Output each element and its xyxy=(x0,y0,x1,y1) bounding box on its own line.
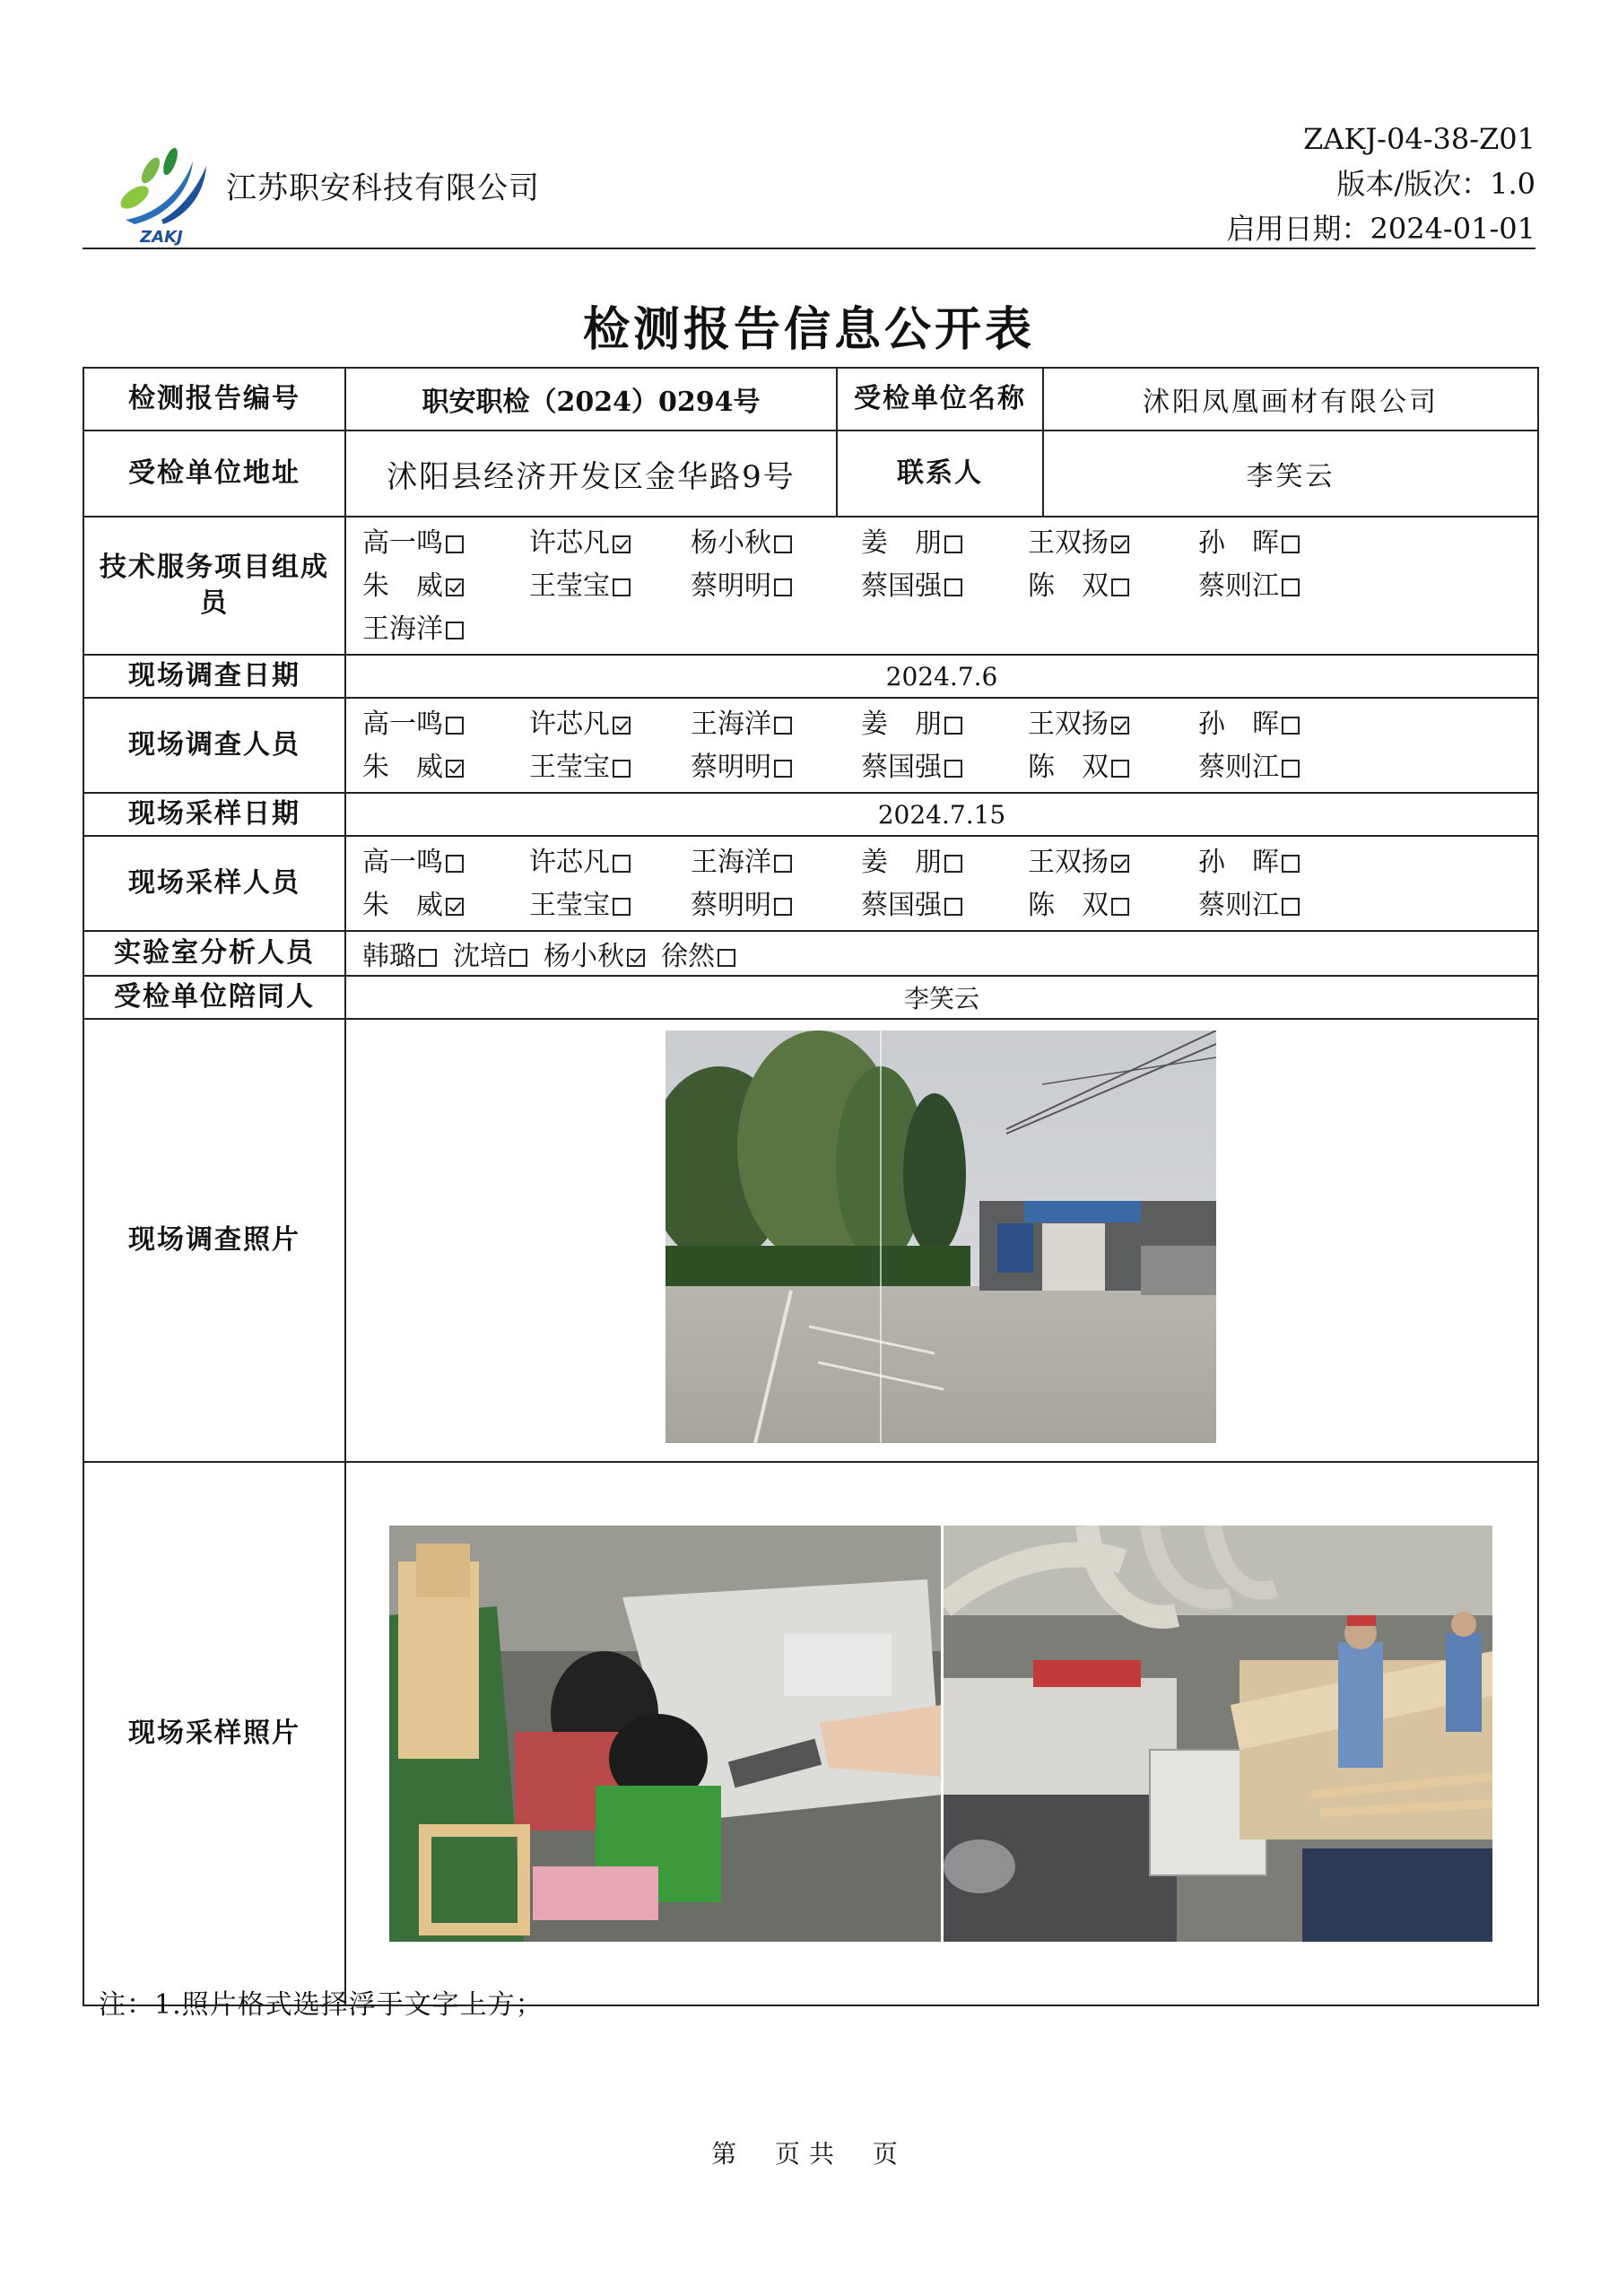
person-item xyxy=(691,523,861,564)
person-item xyxy=(1028,566,1198,607)
unit-name: 沭阳凤凰画材有限公司 xyxy=(1043,368,1538,430)
checked-box-icon[interactable] xyxy=(1111,855,1129,873)
lab-label: 实验室分析人员 xyxy=(83,931,345,976)
person-name: 蔡则江 xyxy=(1198,890,1279,921)
person-name: 杨小秋 xyxy=(544,941,624,972)
person-name: 蔡明明 xyxy=(691,570,771,602)
person-name: 朱 威 xyxy=(362,570,443,602)
sampling-date: 2024.7.15 xyxy=(345,793,1538,836)
sampling-photo-right xyxy=(944,1526,1492,1942)
checked-box-icon[interactable] xyxy=(1111,717,1129,735)
checkbox-icon[interactable] xyxy=(509,949,527,967)
footnote: 注：1.照片格式选择浮于文字上方； xyxy=(99,1989,544,2021)
person-name: 蔡国强 xyxy=(861,890,942,921)
person-name: 陈 双 xyxy=(1028,752,1109,783)
person-item xyxy=(691,885,861,926)
person-name: 高一鸣 xyxy=(362,709,443,740)
doc-code: ZAKJ-04-38-Z01 xyxy=(1303,122,1535,156)
person-item xyxy=(1198,523,1342,564)
person-name: 朱 威 xyxy=(362,890,443,921)
sampling-photo-left xyxy=(389,1526,942,1942)
checked-box-icon[interactable] xyxy=(446,578,464,596)
person-item xyxy=(529,842,691,883)
person-name: 蔡国强 xyxy=(861,570,942,602)
checked-box-icon[interactable] xyxy=(613,535,631,553)
person-item xyxy=(362,885,529,926)
person-name: 姜 朋 xyxy=(861,527,942,559)
document-meta xyxy=(1226,117,1535,251)
checkbox-icon[interactable] xyxy=(446,855,464,873)
header-divider xyxy=(83,248,1535,249)
person-item xyxy=(1198,566,1342,607)
checkbox-icon[interactable] xyxy=(446,535,464,553)
person-item xyxy=(362,609,529,650)
page-footer: 第 页共 页 xyxy=(711,2139,907,2169)
person-name: 王双扬 xyxy=(1028,709,1109,740)
checkbox-icon[interactable] xyxy=(1282,760,1300,778)
person-item xyxy=(861,885,1028,926)
person-item xyxy=(1198,842,1342,883)
sampling-date-label: 现场采样日期 xyxy=(83,793,345,836)
checked-box-icon[interactable] xyxy=(613,717,631,735)
person-item xyxy=(691,747,861,788)
company-name: 江苏职安科技有限公司 xyxy=(226,170,540,206)
team-label: 技术服务项目组成员 xyxy=(83,517,345,655)
person-item xyxy=(362,941,437,972)
checkbox-icon[interactable] xyxy=(1111,760,1129,778)
person-name: 孙 晖 xyxy=(1198,709,1279,740)
survey-photo xyxy=(665,1031,1216,1443)
checkbox-icon[interactable] xyxy=(419,949,437,967)
person-item xyxy=(1198,747,1342,788)
effective-date: 启用日期：2024-01-01 xyxy=(1226,212,1535,246)
lab-staff xyxy=(346,934,1537,973)
person-name: 高一鸣 xyxy=(362,847,443,878)
checkbox-icon[interactable] xyxy=(613,760,631,778)
escort-person: 李笑云 xyxy=(345,976,1538,1019)
person-name: 许芯凡 xyxy=(529,527,610,559)
person-name: 孙 晖 xyxy=(1198,527,1279,559)
person-name: 王双扬 xyxy=(1028,527,1109,559)
person-name: 高一鸣 xyxy=(362,527,443,559)
person-item xyxy=(1028,842,1198,883)
checkbox-icon[interactable] xyxy=(944,855,962,873)
person-name: 王莹宝 xyxy=(529,752,610,783)
person-item xyxy=(1028,885,1198,926)
checkbox-icon[interactable] xyxy=(1111,898,1129,916)
survey-photo-label: 现场调查照片 xyxy=(83,1019,345,1462)
person-item xyxy=(529,704,691,745)
person-name: 王莹宝 xyxy=(529,890,610,921)
person-name: 沈培 xyxy=(453,941,507,972)
team-members xyxy=(346,517,1537,654)
checkbox-icon[interactable] xyxy=(446,717,464,735)
report-no-label: 检测报告编号 xyxy=(83,368,345,430)
person-item xyxy=(362,842,529,883)
checkbox-icon[interactable] xyxy=(1282,717,1300,735)
contact-person: 李笑云 xyxy=(1043,430,1538,517)
person-item xyxy=(1028,704,1198,745)
person-name: 韩璐 xyxy=(362,941,416,972)
person-item xyxy=(861,704,1028,745)
person-item xyxy=(661,941,735,972)
person-item xyxy=(1028,747,1198,788)
person-name: 许芯凡 xyxy=(529,709,610,740)
person-name: 蔡明明 xyxy=(691,752,771,783)
person-name: 陈 双 xyxy=(1028,890,1109,921)
checkbox-icon[interactable] xyxy=(774,578,792,596)
person-item xyxy=(691,566,861,607)
person-item xyxy=(861,842,1028,883)
address-label: 受检单位地址 xyxy=(83,430,345,517)
person-item xyxy=(529,523,691,564)
survey-staff xyxy=(346,699,1537,792)
person-item xyxy=(362,704,529,745)
survey-date: 2024.7.6 xyxy=(345,655,1538,698)
person-item xyxy=(861,523,1028,564)
company-logo xyxy=(108,135,215,248)
checkbox-icon[interactable] xyxy=(446,622,464,639)
person-item xyxy=(691,842,861,883)
checkbox-icon[interactable] xyxy=(944,578,962,596)
person-item xyxy=(362,747,529,788)
checkbox-icon[interactable] xyxy=(774,855,792,873)
person-item xyxy=(529,885,691,926)
checkbox-icon[interactable] xyxy=(774,898,792,916)
contact-label: 联系人 xyxy=(837,430,1043,517)
person-name: 王海洋 xyxy=(362,613,443,645)
checked-box-icon[interactable] xyxy=(446,760,464,778)
checkbox-icon[interactable] xyxy=(774,535,792,553)
escort-label: 受检单位陪同人 xyxy=(83,976,345,1019)
checkbox-icon[interactable] xyxy=(613,855,631,873)
person-item xyxy=(1198,885,1342,926)
unit-name-label: 受检单位名称 xyxy=(837,368,1043,430)
svg-text:ZAKJ: ZAKJ xyxy=(140,228,183,247)
person-name: 王海洋 xyxy=(691,847,771,878)
sampling-staff-label: 现场采样人员 xyxy=(83,836,345,931)
person-item xyxy=(362,566,529,607)
checkbox-icon[interactable] xyxy=(944,535,962,553)
person-item xyxy=(529,566,691,607)
person-name: 朱 威 xyxy=(362,752,443,783)
person-name: 王莹宝 xyxy=(529,570,610,602)
person-item xyxy=(1198,704,1342,745)
sampling-photo-label: 现场采样照片 xyxy=(83,1462,345,2005)
person-name: 姜 朋 xyxy=(861,847,942,878)
person-name: 王海洋 xyxy=(691,709,771,740)
person-item xyxy=(1028,523,1198,564)
checked-box-icon[interactable] xyxy=(627,949,645,967)
sampling-staff xyxy=(346,837,1537,930)
checkbox-icon[interactable] xyxy=(1282,855,1300,873)
person-name: 孙 晖 xyxy=(1198,847,1279,878)
info-table xyxy=(83,367,1539,2006)
person-name: 王双扬 xyxy=(1028,847,1109,878)
unit-address: 沭阳县经济开发区金华路9号 xyxy=(345,430,837,517)
page-header xyxy=(83,117,1535,248)
person-item xyxy=(544,941,645,972)
checkbox-icon[interactable] xyxy=(718,949,735,967)
person-name: 姜 朋 xyxy=(861,709,942,740)
checkbox-icon[interactable] xyxy=(1282,535,1300,553)
checkbox-icon[interactable] xyxy=(613,578,631,596)
checkbox-icon[interactable] xyxy=(944,760,962,778)
person-item xyxy=(861,747,1028,788)
survey-date-label: 现场调查日期 xyxy=(83,655,345,698)
checkbox-icon[interactable] xyxy=(774,760,792,778)
person-item xyxy=(453,941,527,972)
checkbox-icon[interactable] xyxy=(944,898,962,916)
person-name: 蔡则江 xyxy=(1198,570,1279,602)
person-name: 许芯凡 xyxy=(529,847,610,878)
checkbox-icon[interactable] xyxy=(1282,578,1300,596)
person-name: 杨小秋 xyxy=(691,527,771,559)
doc-version: 版本/版次：1.0 xyxy=(1336,167,1535,201)
checkbox-icon[interactable] xyxy=(613,898,631,916)
survey-staff-label: 现场调查人员 xyxy=(83,698,345,793)
checkbox-icon[interactable] xyxy=(1282,898,1300,916)
person-name: 蔡明明 xyxy=(691,890,771,921)
person-item xyxy=(691,704,861,745)
person-item xyxy=(861,566,1028,607)
person-name: 蔡国强 xyxy=(861,752,942,783)
page-title: 检测报告信息公开表 xyxy=(582,302,1035,357)
report-no: 职安职检（2024）0294号 xyxy=(345,368,837,430)
person-name: 蔡则江 xyxy=(1198,752,1279,783)
person-name: 徐然 xyxy=(661,941,715,972)
checked-box-icon[interactable] xyxy=(446,898,464,916)
checkbox-icon[interactable] xyxy=(1111,578,1129,596)
checkbox-icon[interactable] xyxy=(774,717,792,735)
person-item xyxy=(529,747,691,788)
checkbox-icon[interactable] xyxy=(944,717,962,735)
person-name: 陈 双 xyxy=(1028,570,1109,602)
person-item xyxy=(362,523,529,564)
checked-box-icon[interactable] xyxy=(1111,535,1129,553)
